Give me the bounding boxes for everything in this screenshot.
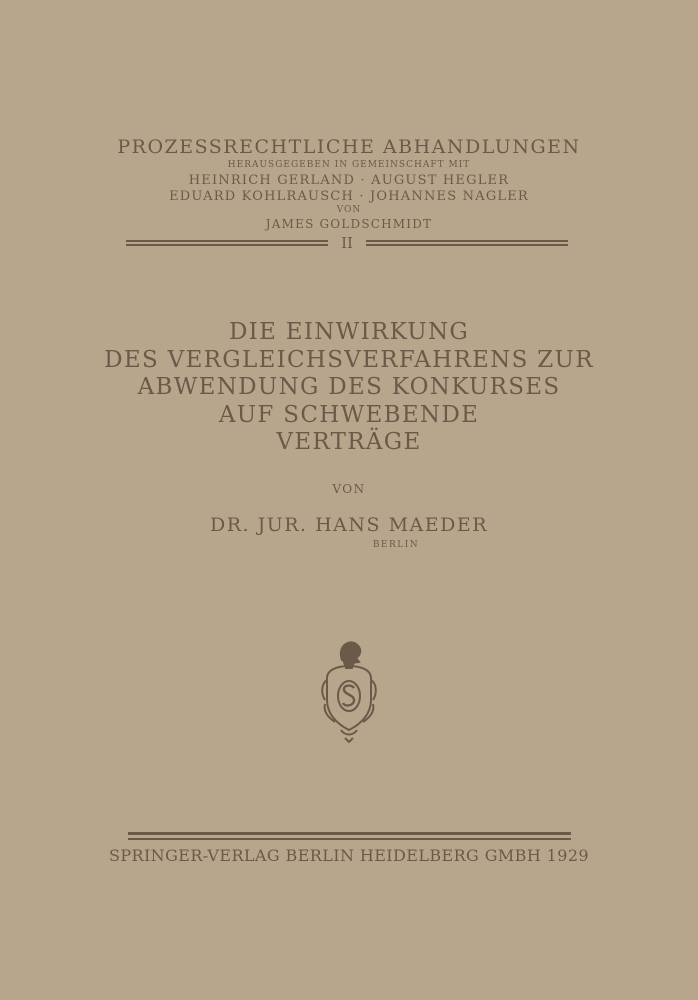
by-label: VON	[332, 482, 366, 496]
volume-number: II	[341, 234, 353, 252]
editors-line-2: EDUARD KOHLRAUSCH · JOHANNES NAGLER	[169, 189, 529, 204]
title-line: ABWENDUNG DES KONKURSES	[137, 374, 561, 400]
volume-rule-right	[366, 240, 568, 246]
editors-line-1: HEINRICH GERLAND · AUGUST HEGLER	[188, 173, 510, 188]
title-line: DIE EINWIRKUNG	[228, 319, 470, 345]
publisher-imprint: SPRINGER-VERLAG BERLIN HEIDELBERG GMBH 1929	[108, 846, 589, 865]
editors-intro: HERAUSGEGEBEN IN GEMEINSCHAFT MIT	[227, 160, 471, 170]
author-place: BERLIN	[372, 540, 420, 550]
springer-knight-shield-icon	[315, 638, 383, 744]
volume-rule-left	[126, 240, 328, 246]
title-line: VERTRÄGE	[276, 429, 422, 455]
title-line: AUF SCHWEBENDE	[218, 402, 480, 428]
editors-von: VON	[336, 205, 362, 215]
series-title: PROZESSRECHTLICHE ABHANDLUNGEN	[117, 136, 581, 158]
author-name: DR. JUR. HANS MAEDER	[209, 514, 489, 536]
publisher-rule	[128, 832, 571, 840]
title-line: DES VERGLEICHSVERFAHRENS ZUR	[104, 347, 594, 373]
main-editor: JAMES GOLDSCHMIDT	[265, 217, 433, 231]
